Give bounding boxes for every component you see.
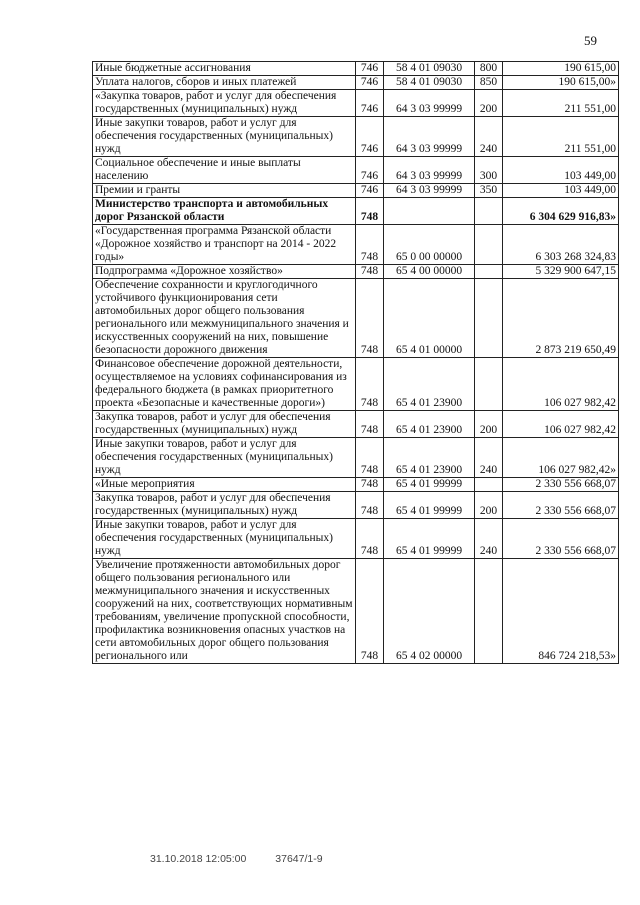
row-section: 64 3 03 99999 bbox=[384, 90, 475, 117]
row-sum: 106 027 982,42 bbox=[503, 358, 619, 411]
row-code: 748 bbox=[356, 358, 384, 411]
row-type: 850 bbox=[475, 76, 503, 90]
row-code: 746 bbox=[356, 117, 384, 157]
row-type: 350 bbox=[475, 184, 503, 198]
row-code: 748 bbox=[356, 198, 384, 225]
table-row bbox=[93, 76, 619, 90]
row-sum: 211 551,00 bbox=[503, 117, 619, 157]
row-name: Иные закупки товаров, работ и услуг для обеспечения государственных (муниципальных) нужд bbox=[93, 438, 356, 478]
footer bbox=[150, 853, 323, 865]
row-name: «Иные мероприятия bbox=[93, 478, 356, 492]
row-section: 65 4 01 99999 bbox=[384, 519, 475, 559]
row-section: 58 4 01 09030 bbox=[384, 76, 475, 90]
row-code: 748 bbox=[356, 492, 384, 519]
table-row bbox=[93, 62, 619, 76]
footer-timestamp: 31.10.2018 12:05:00 bbox=[150, 853, 247, 865]
row-code: 746 bbox=[356, 90, 384, 117]
row-type bbox=[475, 358, 503, 411]
row-code: 748 bbox=[356, 225, 384, 265]
row-type: 200 bbox=[475, 411, 503, 438]
row-section: 65 4 01 23900 bbox=[384, 438, 475, 478]
row-section: 65 4 01 00000 bbox=[384, 279, 475, 358]
row-sum: 190 615,00 bbox=[503, 62, 619, 76]
table-row bbox=[93, 117, 619, 157]
row-section: 65 4 01 99999 bbox=[384, 492, 475, 519]
row-code: 748 bbox=[356, 265, 384, 279]
row-code: 746 bbox=[356, 157, 384, 184]
table-row bbox=[93, 559, 619, 664]
row-type: 800 bbox=[475, 62, 503, 76]
table-row bbox=[93, 492, 619, 519]
row-name: Социальное обеспечение и иные выплаты населению bbox=[93, 157, 356, 184]
budget-table-body bbox=[93, 62, 619, 664]
row-name: Финансовое обеспечение дорожной деятельности, осуществляемое на условиях софинансирования из федерального бюджета (в рамках приоритетного проекта «Безопасные и качественные дороги») bbox=[93, 358, 356, 411]
row-type bbox=[475, 265, 503, 279]
row-code: 748 bbox=[356, 478, 384, 492]
row-section: 64 3 03 99999 bbox=[384, 184, 475, 198]
row-section: 65 4 01 99999 bbox=[384, 478, 475, 492]
row-sum: 106 027 982,42» bbox=[503, 438, 619, 478]
row-code: 746 bbox=[356, 76, 384, 90]
table-row bbox=[93, 478, 619, 492]
table-row bbox=[93, 198, 619, 225]
row-code: 748 bbox=[356, 519, 384, 559]
row-section: 64 3 03 99999 bbox=[384, 117, 475, 157]
row-sum: 190 615,00» bbox=[503, 76, 619, 90]
row-sum: 103 449,00 bbox=[503, 184, 619, 198]
row-section: 65 4 02 00000 bbox=[384, 559, 475, 664]
row-name: Уплата налогов, сборов и иных платежей bbox=[93, 76, 356, 90]
row-section: 65 4 01 23900 bbox=[384, 411, 475, 438]
table-row bbox=[93, 279, 619, 358]
row-name: Министерство транспорта и автомобильных дорог Рязанской области bbox=[93, 198, 356, 225]
row-code: 748 bbox=[356, 559, 384, 664]
row-code: 748 bbox=[356, 279, 384, 358]
table-row bbox=[93, 519, 619, 559]
row-type: 200 bbox=[475, 90, 503, 117]
row-type bbox=[475, 198, 503, 225]
row-type: 240 bbox=[475, 117, 503, 157]
row-section: 64 3 03 99999 bbox=[384, 157, 475, 184]
row-sum: 2 330 556 668,07 bbox=[503, 478, 619, 492]
row-sum: 211 551,00 bbox=[503, 90, 619, 117]
row-section: 58 4 01 09030 bbox=[384, 62, 475, 76]
row-sum: 846 724 218,53» bbox=[503, 559, 619, 664]
row-section: 65 4 01 23900 bbox=[384, 358, 475, 411]
row-section: 65 4 00 00000 bbox=[384, 265, 475, 279]
table-row bbox=[93, 265, 619, 279]
row-name: «Закупка товаров, работ и услуг для обеспечения государственных (муниципальных) нужд bbox=[93, 90, 356, 117]
row-sum: 106 027 982,42 bbox=[503, 411, 619, 438]
row-sum: 6 303 268 324,83 bbox=[503, 225, 619, 265]
row-name: Закупка товаров, работ и услуг для обеспечения государственных (муниципальных) нужд bbox=[93, 411, 356, 438]
row-name: Закупка товаров, работ и услуг для обеспечения государственных (муниципальных) нужд bbox=[93, 492, 356, 519]
row-sum: 103 449,00 bbox=[503, 157, 619, 184]
row-sum: 2 330 556 668,07 bbox=[503, 492, 619, 519]
table-row bbox=[93, 157, 619, 184]
row-code: 746 bbox=[356, 184, 384, 198]
row-sum: 5 329 900 647,15 bbox=[503, 265, 619, 279]
row-name: Обеспечение сохранности и круглогодичного устойчивого функционирования сети автомобильных дорог общего пользования регионального или межмуниципального значения и искусственных сооружений на них, повышение безопасности дорожного движения bbox=[93, 279, 356, 358]
row-name: Иные закупки товаров, работ и услуг для обеспечения государственных (муниципальных) нужд bbox=[93, 117, 356, 157]
row-type: 300 bbox=[475, 157, 503, 184]
table-row bbox=[93, 90, 619, 117]
row-type bbox=[475, 225, 503, 265]
row-name: Увеличение протяженности автомобильных дорог общего пользования регионального или межмуниципального значения и искусственных сооружений на них, соответствующих нормативным требованиям, увеличение пропускной способности, профилактика возникновения опасных участков на сети автомобильных дорог общего пользования регионального или bbox=[93, 559, 356, 664]
budget-table bbox=[92, 61, 619, 664]
row-code: 748 bbox=[356, 411, 384, 438]
row-type bbox=[475, 279, 503, 358]
row-sum: 6 304 629 916,83» bbox=[503, 198, 619, 225]
row-name: «Государственная программа Рязанской области «Дорожное хозяйство и транспорт на 2014 - 2022 годы» bbox=[93, 225, 356, 265]
row-type: 200 bbox=[475, 492, 503, 519]
row-name: Подпрограмма «Дорожное хозяйство» bbox=[93, 265, 356, 279]
table-row bbox=[93, 438, 619, 478]
table-row bbox=[93, 358, 619, 411]
row-name: Премии и гранты bbox=[93, 184, 356, 198]
table-row bbox=[93, 184, 619, 198]
row-code: 746 bbox=[356, 62, 384, 76]
row-sum: 2 873 219 650,49 bbox=[503, 279, 619, 358]
row-sum: 2 330 556 668,07 bbox=[503, 519, 619, 559]
page-number: 59 bbox=[584, 33, 597, 48]
table-row bbox=[93, 411, 619, 438]
row-name: Иные бюджетные ассигнования bbox=[93, 62, 356, 76]
row-type bbox=[475, 478, 503, 492]
footer-document-id: 37647/1-9 bbox=[275, 853, 323, 865]
row-type: 240 bbox=[475, 438, 503, 478]
row-name: Иные закупки товаров, работ и услуг для обеспечения государственных (муниципальных) нужд bbox=[93, 519, 356, 559]
row-code: 748 bbox=[356, 438, 384, 478]
row-type bbox=[475, 559, 503, 664]
row-type: 240 bbox=[475, 519, 503, 559]
table-row bbox=[93, 225, 619, 265]
row-section bbox=[384, 198, 475, 225]
row-section: 65 0 00 00000 bbox=[384, 225, 475, 265]
